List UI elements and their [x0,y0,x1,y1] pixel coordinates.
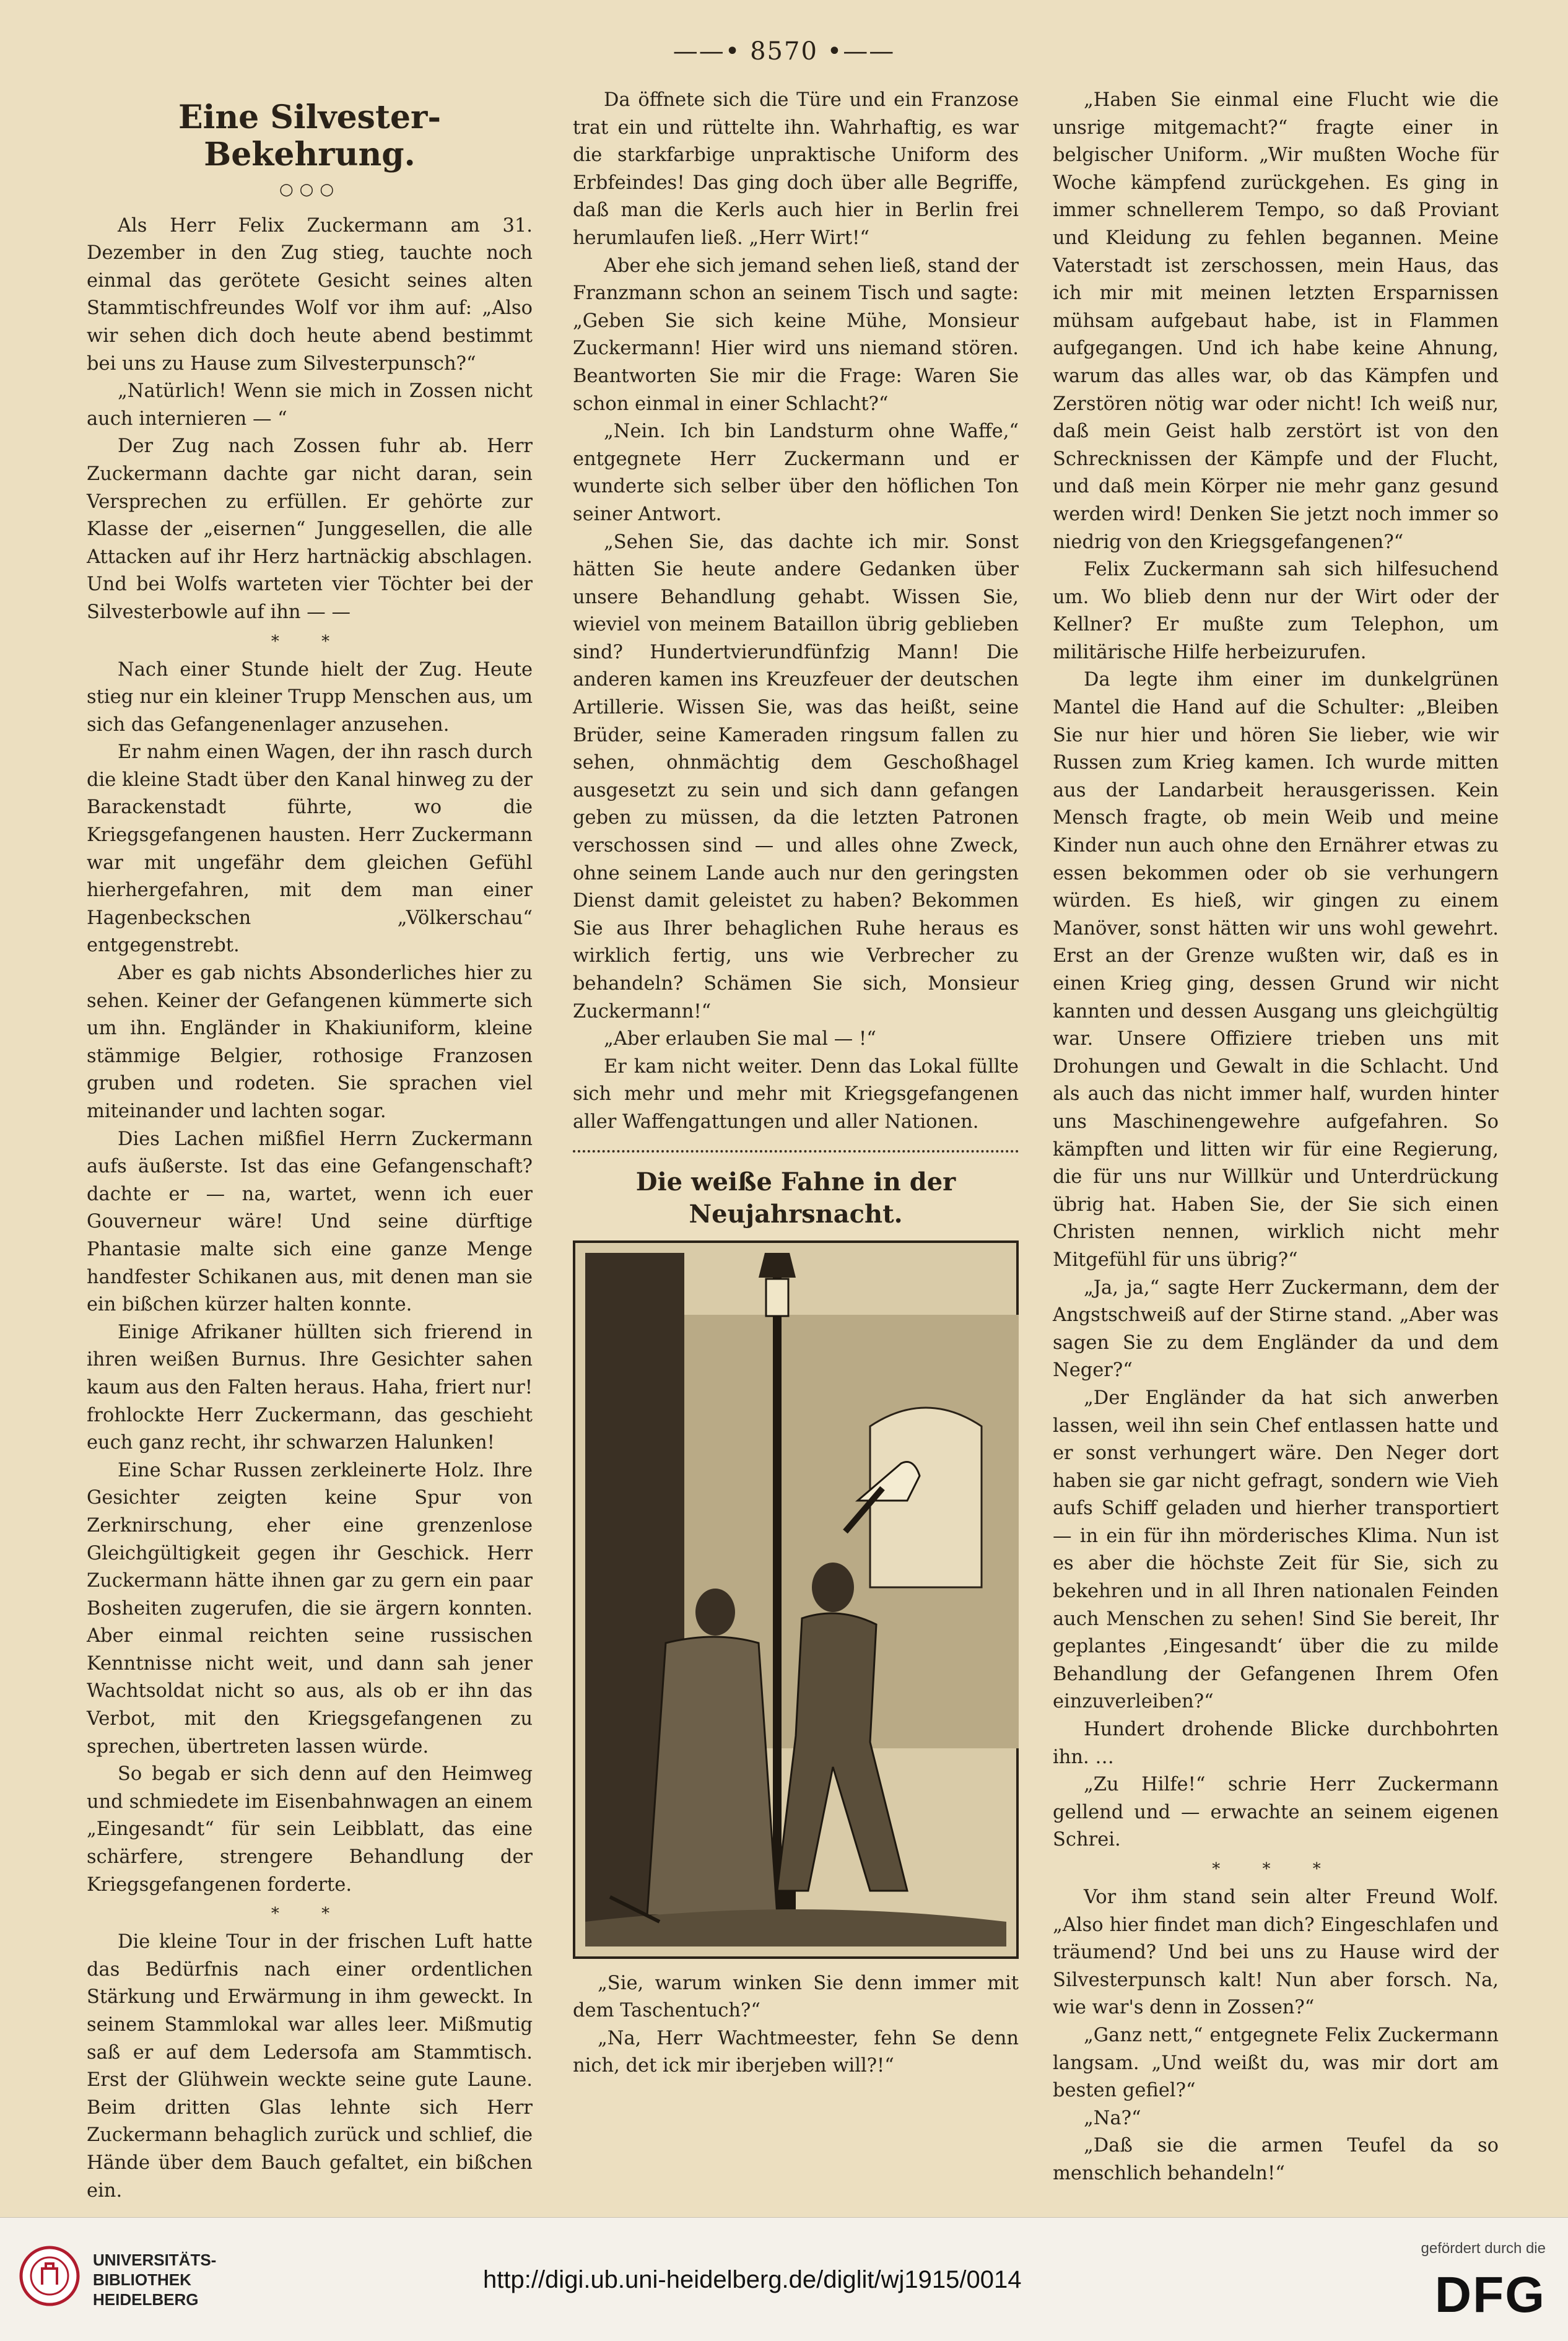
paragraph: Als Herr Felix Zuckermann am 31. Dezember in den Zug stieg, tauchte noch einmal das gerötete Gesicht seines alten Stammtischfreundes Wolf vor ihm auf: „Also wir sehen dich doch heute abend bestimmt bei uns zu Hause zum Silvesterpunsch?“ [87,214,533,375]
paragraph: „Aber erlauben Sie mal — !“ [604,1028,876,1050]
funding-note: gefördert durch die [1421,2240,1546,2257]
paragraph: Da öffnete sich die Türe und ein Franzose trat ein und rüttelte ihn. Wahrhaftig, es war die starkfarbige unpraktische Uniform des Erbfeindes! Das ging doch über alle Begriffe, daß man die Kerls auch hier in Berlin frei herumlaufen ließ. „Herr Wirt!“ [573,89,1019,249]
paragraph: „Na?“ [1084,2107,1141,2129]
paragraph: Die kleine Tour in der frischen Luft hatte das Bedürfnis nach einer ordentlichen Stärkung und Erwärmung in ihm geweckt. In seinem Stammlokal war alles leer. Mißmutig saß er auf dem Ledersofa am Stammtisch. Erst der Glühwein weckte seine gute Laune. Beim dritten Glas lehnte sich Herr Zuckermann behaglich zurück und schlief, die Hände über dem Bauch gefaltet, ein bißchen ein. [87,1931,533,2202]
page-number: 8570 [750,37,818,66]
paragraph: Aber ehe sich jemand sehen ließ, stand der Franzmann schon an seinem Tisch und sagte: „Geben Sie sich keine Mühe, Monsieur Zuckermann! Hier wird uns niemand stören. Beantworten Sie mir die Frage: Waren Sie schon einmal in einer Schlacht?“ [573,255,1019,415]
caption-line: „Sie, warum winken Sie denn immer mit dem Taschentuch?“ [573,1972,1019,2022]
section-break: * * [271,632,349,651]
paragraph: Hundert drohende Blicke durchbohrten ihn. … [1053,1719,1499,1768]
paragraph: „Ganz nett,“ entgegnete Felix Zuckermann langsam. „Und weißt du, was mir dort am besten gefiel?“ [1053,2024,1499,2102]
permalink-url[interactable]: http://digi.ub.uni-heidelberg.de/diglit/wj1915/0014 [483,2266,1022,2293]
paragraph: „Ja, ja,“ sagte Herr Zuckermann, dem der Angstschweiß auf der Stirne stand. „Aber was sagen Sie zu dem Engländer da und dem Neger?“ [1053,1276,1499,1382]
cartoon-illustration [573,1240,1019,1959]
paragraph: „Der Engländer da hat sich anwerben lassen, weil ihn sein Chef entlassen hatte und er sonst verhungert wäre. Den Neger dort haben sie gar nicht gefragt, sondern wie Vieh aufs Schiff geladen und hierher transportiert — in ein für ihn mörderisches Klima. Nun ist es aber die höchste Zeit für Sie, sich zu bekehren und in all Ihren nationalen Feinden auch Menschen zu sehen! Sind Sie bereit, Ihr geplantes ‚Eingesandt‘ über die zu milde Behandlung der Gefangenen Ihrem Ofen einzuverleiben?“ [1053,1387,1499,1713]
paragraph: Eine Schar Russen zerkleinerte Holz. Ihre Gesichter zeigten keine Spur von Zerknirschung, eher eine grenzenlose Gleichgültigkeit gegen ihr Geschick. Herr Zuckermann hätte ihnen gar zu gern ein paar Bosheiten zugerufen, die sie ärgern konnten. Aber einmal reichten seine russischen Kenntnisse nicht weit, und dann sah jener Wachtsoldat nicht so aus, als ob er ihn das Verbot, mit den Kriegsgefangenen zu sprechen, übertreten lassen würde. [87,1459,533,1758]
column-2 [573,87,1019,2080]
paragraph: Felix Zuckermann sah sich hilfesuchend um. Wo blieb denn nur der Wirt oder der Kellner? Er mußte zum Telephon, um militärische Hilfe herbeizurufen. [1053,559,1499,663]
paragraph: „Sehen Sie, das dachte ich mir. Sonst hätten Sie heute andere Gedanken über unsere Behandlung gehabt. Wissen Sie, wieviel von meinem Bataillon übrig geblieben sind? Hundertvierundfünfzig Mann! Die anderen kamen ins Kreuzfeuer der deutschen Artillerie. Wissen Sie, was das heißt, seine Brüder, seine Kameraden ringsum fallen zu sehen, ohnmächtig dem Geschoßhagel ausgesetzt zu sein und sich dann gefangen geben zu müssen, da die letzten Patronen verschossen sind — und alles ohne Zweck, ohne seinem Lande auch nur den geringsten Dienst damit geleistet zu haben? Bekommen Sie aus Ihrer behaglichen Ruhe heraus es wirklich fertig, uns wie Verbrecher zu behandeln? Schämen Sie sich, Monsieur Zuckermann!“ [573,531,1019,1022]
paragraph: Dies Lachen mißfiel Herrn Zuckermann aufs äußerste. Ist das eine Gefangenschaft? dachte er — na, wartet, wenn ich euer Gouverneur wäre! Und seine dürftige Phantasie malte sich eine ganze Menge handfester Schikanen aus, mit denen man sie ein bißchen kürzer halten konnte. [87,1128,533,1316]
paragraph: „Zu Hilfe!“ schrie Herr Zuckermann gellend und — erwachte an seinem eigenen Schrei. [1053,1774,1499,1851]
library-name: UNIVERSITÄTS- BIBLIOTHEK HEIDELBERG [93,2251,217,2309]
page-folio: ——• 8570 •—— [673,37,895,66]
paragraph: Nach einer Stunde hielt der Zug. Heute stieg nur ein kleiner Trupp Menschen aus, um sich das Gefangenenlager anzusehen. [87,658,533,736]
column-1 [87,87,533,2205]
paragraph: „Nein. Ich bin Landsturm ohne Waffe,“ entgegnete Herr Zuckermann und er wunderte sich selber über den höflichen Ton seiner Antwort. [573,421,1019,525]
section-break: * * * [1212,1860,1339,1878]
paragraph: Aber es gab nichts Absonderliches hier zu sehen. Keiner der Gefangenen kümmerte sich um ihn. Engländer in Khakiuniform, kleine stämmige Belgier, rothosige Franzosen gruben und rodeten. Sie sprachen viel miteinander und lachten sogar. [87,962,533,1122]
paragraph: Der Zug nach Zossen fuhr ab. Herr Zuckermann dachte gar nicht daran, sein Versprechen zu erfüllen. Er gehörte zur Klasse der „eisernen“ Junggesellen, die alle Attacken auf ihr Herz hartnäckig abschlagen. Und bei Wolfs warteten vier Töchter bei der Silvesterbowle auf ihn — — [87,435,533,623]
paragraph: „Natürlich! Wenn sie mich in Zossen nicht auch internieren — “ [87,380,533,430]
paragraph: Vor ihm stand sein alter Freund Wolf. „Also hier findet man dich? Eingeschlafen und träumend? Und bei uns zu Hause wird der Silvesterpunsch kalt! Nun aber forsch. Na, wie war's denn in Zossen?“ [1053,1886,1499,2019]
paragraph: „Haben Sie einmal eine Flucht wie die unsrige mitgemacht?“ fragte einer in belgischer Uniform. „Wir mußten Woche für Woche kämpfend zurückgehen. Es ging in immer schnellerem Tempo, so daß Proviant und Kleidung zu fehlen begannen. Meine Vaterstadt ist zerschossen, mein Haus, das ich mir mit meinen letzten Ersparnissen mühsam aufgebaut habe, ist in Flammen aufgegangen. Und ich habe keine Ahnung, warum das alles war, ob das Kämpfen und Zerstören nötig war oder nicht! Ich weiß nur, daß mein Geist halb zerstört ist von den Schrecknissen der Kämpfe und der Flucht, und daß mein Körper nie mehr ganz gesund werden wird! Denken Sie jetzt noch immer so niedrig von den Kriegsgefangenen?“ [1053,89,1499,553]
caption-line: „Na, Herr Wachtmeester, fehn Se denn nich, det ick mir iberjeben will?!“ [573,2027,1019,2077]
paragraph: So begab er sich denn auf den Heimweg und schmiedete im Eisenbahnwagen an einem „Eingesandt“ für sein Leibblatt, das eine schärfere, strengere Behandlung der Kriegsgefangenen forderte. [87,1763,533,1896]
column-3 [1053,87,1499,2188]
divider [573,1150,1019,1153]
story-title: Eine Silvester-Bekehrung. [178,98,442,173]
section-break: * * [271,1904,349,1924]
illustration-title: Die weiße Fahne in der Neujahrsnacht. [635,1167,956,1229]
paragraph: Er kam nicht weiter. Denn das Lokal füllte sich mehr und mehr mit Kriegsgefangenen aller Waffengattungen und aller Nationen. [573,1055,1019,1133]
illustration-caption [573,1970,1019,2080]
paragraph: Einige Afrikaner hüllten sich frierend in ihren weißen Burnus. Ihre Gesichter sahen kaum aus den Falten heraus. Haha, friert nur! frohlockte Herr Zuckermann, das geschieht euch ganz recht, ihr schwarzen Halunken! [87,1321,533,1454]
paragraph: „Daß sie die armen Teufel da so menschlich behandeln!“ [1053,2135,1499,2184]
viewer-footer [0,2217,1568,2341]
paragraph: Da legte ihm einer im dunkelgrünen Mantel die Hand auf die Schulter: „Bleiben Sie nur hier und hören Sie lieber, wie wir Russen zum Krieg kamen. Ich wurde mitten aus der Landarbeit herausgerissen. Kein Mensch fragte, ob mein Weib und meine Kinder nun auch ohne den Ernährer etwas zu essen bekommen oder ob sie verhungern würden. Es hieß, wir gingen zu einem Manöver, sonst hätten wir uns wohl gewehrt. Erst an der Grenze wußten wir, daß es in einen Krieg ging, dessen Grund wir nicht kannten und dessen Ausgang uns gleichgültig war. Unsere Offiziere trieben uns mit Drohungen und Gewalt in die Schlacht. Und als auch das nicht immer half, wurden hinter uns Maschinengewehre aufgefahren. So kämpften und litten wir für eine Regierung, die für uns nur Willkür und Unterdrückung übrig hat. Haben Sie, der Sie sich einen Christen nennen, wirklich nicht mehr Mitgefühl für uns übrig?“ [1053,669,1499,1271]
title-ornament: ○○○ [279,180,341,199]
university-seal-icon [19,2245,81,2307]
dfg-logo: DFG [1434,2267,1546,2323]
paragraph: Er nahm einen Wagen, der ihn rasch durch die kleine Stadt über den Kanal hinweg zu der Barackenstadt führte, wo die Kriegsgefangenen hausten. Herr Zuckermann war mit ungefähr dem gleichen Gefühl hierhergefahren, mit dem man einer Hagenbeckschen „Völkerschau“ entgegenstrebt. [87,741,533,957]
